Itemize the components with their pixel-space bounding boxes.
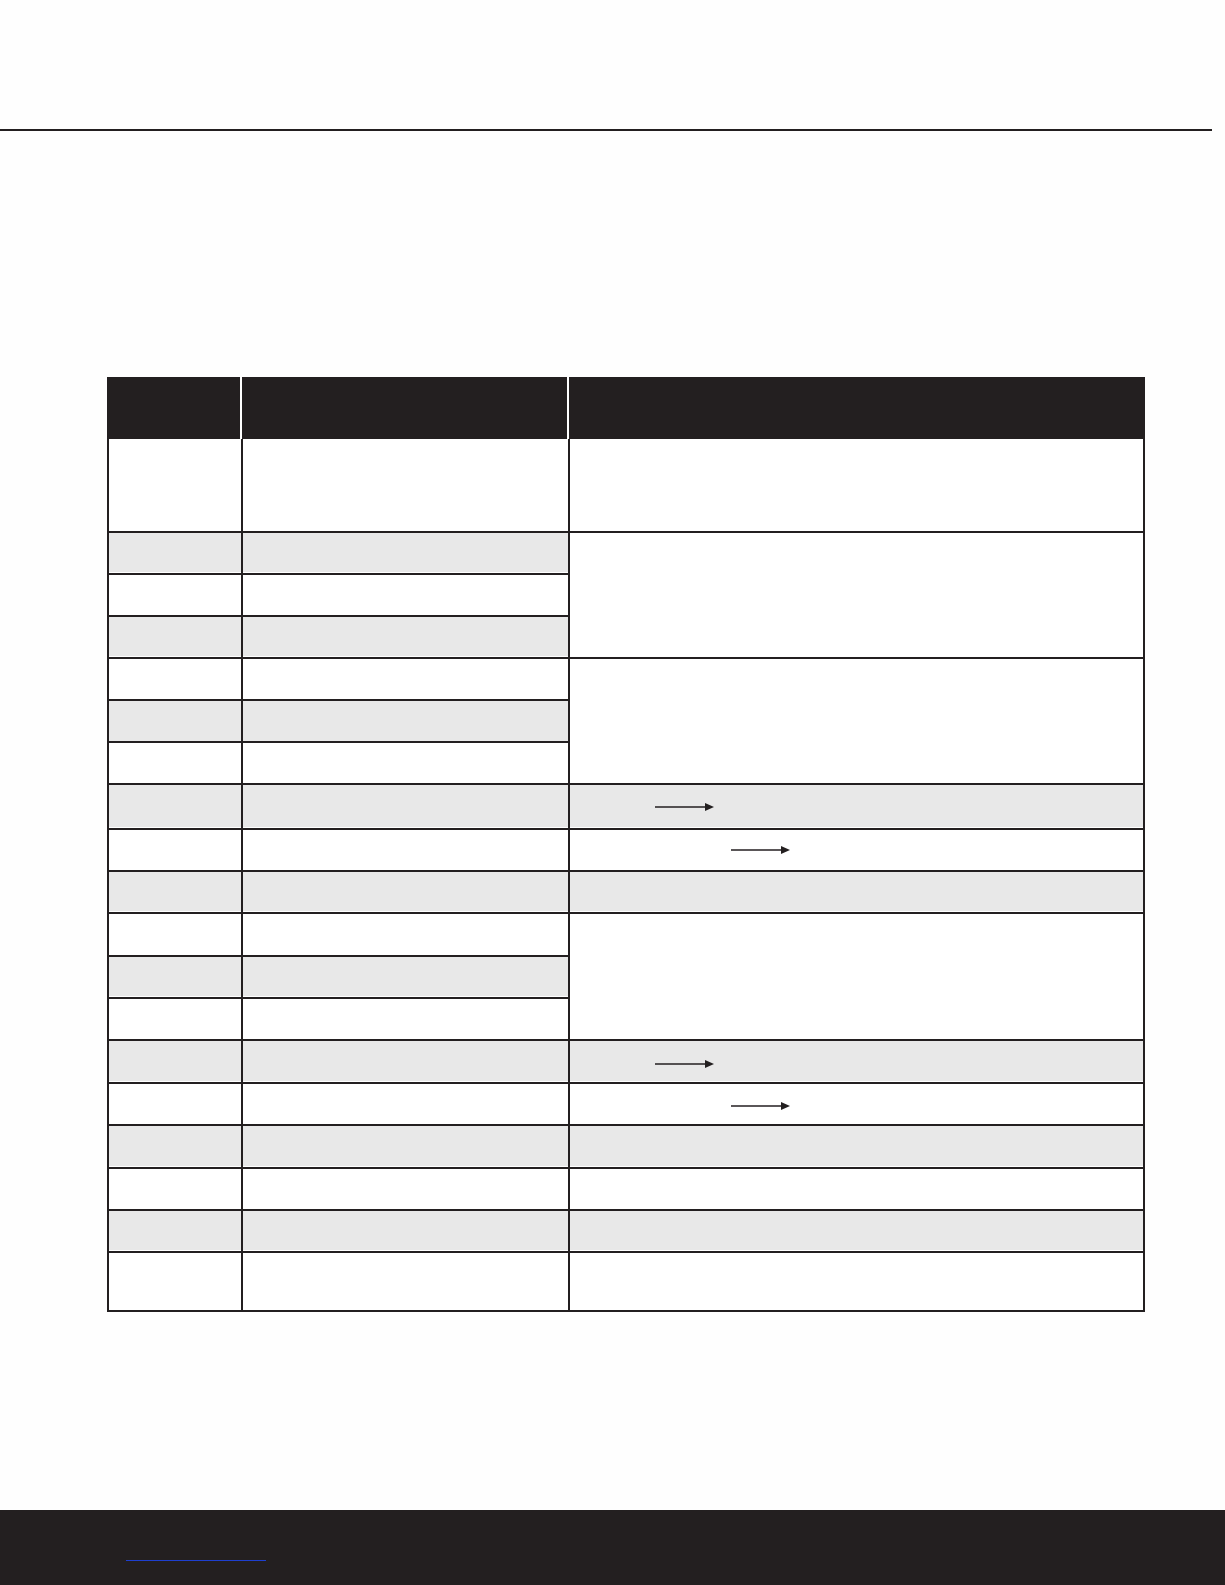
row-divider [109, 1124, 1143, 1126]
right-arrow-icon [655, 1059, 715, 1069]
table-row [109, 871, 1143, 911]
header-divider [567, 377, 569, 439]
table-row [109, 784, 1143, 827]
table-header [107, 377, 1145, 439]
footer-link[interactable] [126, 1560, 266, 1561]
row-divider [109, 997, 568, 999]
row-divider [109, 783, 1143, 785]
top-rule [0, 129, 1212, 131]
row-divider [109, 1251, 1143, 1253]
header-divider [240, 377, 242, 439]
table-row [109, 616, 568, 656]
row-divider [109, 828, 1143, 830]
row-divider [109, 1082, 1143, 1084]
table-row [109, 956, 568, 996]
right-arrow-icon [731, 1101, 791, 1111]
right-arrow-icon [731, 845, 791, 855]
row-divider [109, 1039, 1143, 1041]
row-divider [109, 531, 1143, 533]
column-divider [568, 439, 570, 1312]
table-row [109, 1210, 1143, 1250]
footer-bar [0, 1510, 1225, 1585]
right-arrow-icon [655, 802, 715, 812]
reference-table [107, 377, 1145, 1312]
row-divider [109, 870, 1143, 872]
table-row [109, 1125, 1143, 1166]
row-divider [109, 657, 1143, 659]
table-row [109, 700, 568, 742]
row-divider [109, 573, 568, 575]
row-divider [109, 1167, 1143, 1169]
row-divider [109, 1209, 1143, 1211]
row-divider [109, 615, 568, 617]
row-divider [109, 912, 1143, 914]
row-divider [109, 955, 568, 957]
row-divider [109, 741, 568, 743]
row-divider [109, 699, 568, 701]
column-divider [241, 439, 243, 1312]
table-row [109, 532, 568, 572]
table-row [109, 1040, 1143, 1081]
